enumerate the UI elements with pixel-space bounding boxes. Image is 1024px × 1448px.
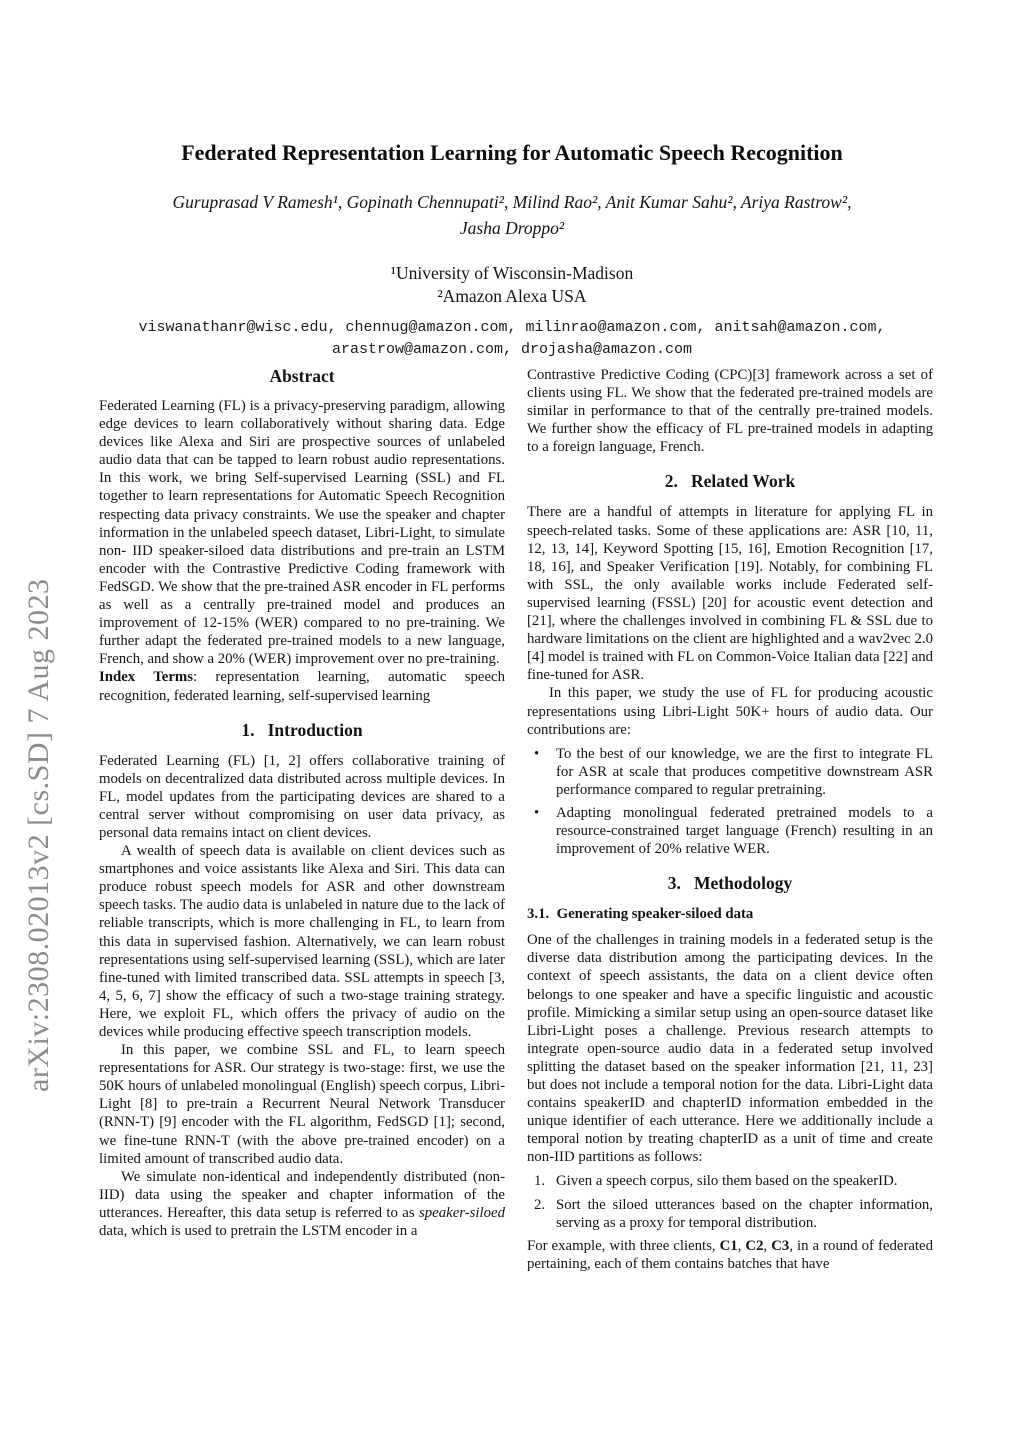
contribution-item-2 [527, 804, 933, 858]
paper-header [0, 140, 1024, 361]
contribution-item-2-text: Adapting monolingual federated pretrained models to a resource-constrained target language (French) resulting in an improvement of 20% relative WER. [556, 804, 933, 858]
affiliation-2: ²Amazon Alexa USA [437, 286, 587, 306]
bullet-icon: • [534, 804, 540, 821]
arxiv-watermark: arXiv:2308.02013v2 [cs.SD] 7 Aug 2023 [22, 578, 55, 1092]
siloing-step-2 [527, 1196, 933, 1232]
bullet-icon: • [534, 745, 540, 762]
authors-line-1: Guruprasad V Ramesh¹, Gopinath Chennupati², Milind Rao², Anit Kumar Sahu², Ariya Rastrow², [172, 192, 852, 212]
intro-paragraph-3: In this paper, we combine SSL and FL, to learn speech representations for ASR. Our strategy is two-stage: first, we use the 50K hours of unlabeled monolingual (English) speech corpus, Libri-Light [8] to pre-train a Recurrent Neural Network Transducer (RNN-T) [9] encoder with the FL algorithm, FedSGD [1]; second, we fine-tune RNN-T (with the above pre-trained encoder) on a limited amount of transcribed audio data. [99, 1042, 505, 1167]
emails-line-2: arastrow@amazon.com, drojasha@amazon.com [331, 341, 693, 358]
related-work-paragraph-1: There are a handful of attempts in literature for applying FL in speech-related tasks. Some of these applications are: ASR [10, 11, 12, 13, 14], Keyword Spotting [15, 16], Emotion Recognition [17, 18, 16], and Speaker Verification [19]. Notably, for combining FL with SSL, the only available works include Federated self-supervised learning (FSSL) [20] for acoustic event detection and [21], where the challenges involved in combining FL & SSL due to hardware limitations on the client are highlighted and a wav2vec 2.0 [4] model is trained with FL on Common-Voice Italian data [22] and fine-tuned for ASR. [527, 504, 933, 684]
paper-title: Federated Representation Learning for Automatic Speech Recognition [181, 140, 843, 165]
emails-block [0, 317, 1024, 361]
methodology-subsection-heading: 3.1. Generating speaker-siloed data [527, 906, 754, 923]
siloing-step-2-text: Sort the siloed utterances based on the chapter information, serving as a proxy for temporal distribution. [556, 1196, 933, 1231]
intro-paragraph-1: Federated Learning (FL) [1, 2] offers collaborative training of models on decentralized data distributed across multiple devices. In FL, model updates from the participating devices are shared to a central server without compromising on user data privacy, as personal data remains intact on client devices. [99, 752, 505, 841]
related-work-heading: 2. Related Work [664, 471, 796, 492]
right-column [527, 366, 933, 1273]
siloing-step-1-text: Given a speech corpus, silo them based on the speakerID. [556, 1173, 898, 1190]
left-column [99, 366, 505, 1240]
affiliations-block [0, 262, 1024, 308]
abstract-heading: Abstract [269, 366, 335, 386]
related-work-paragraph-2: In this paper, we study the use of FL for producing acoustic representations using Libri-Light 50K+ hours of audio data. Our contributions are: [527, 685, 933, 738]
index-terms: Index Terms: representation learning, automatic speech recognition, federated learning, self-supervised learning [99, 669, 505, 704]
authors-line-2: Jasha Droppo² [459, 218, 565, 238]
abstract-text: Federated Learning (FL) is a privacy-preserving paradigm, allowing edge devices to learn collaboratively without sharing data. Edge devices like Alexa and Siri are prospective sources of unlabeled audio data that can be tapped to learn robust audio representations. In this work, we bring Self-supervised Learning (SSL) and FL together to learn representations for Automatic Speech Recognition respecting data privacy constraints. We use the speaker and chapter information in the unlabeled speech dataset, Libri-Light, to simulate non- IID speaker-siloed data distributions and pre-train an LSTM encoder with the Contrastive Predictive Coding framework with FedSGD. We show that the pre-trained ASR encoder in FL performs as well as a centrally pre-trained model and produces an improvement of 12-15% (WER) compared to no pre-training. We further adapt the federated pre-trained models to a new language, French, and show a 20% (WER) improvement over no pre-training. [99, 398, 505, 668]
contributions-list [527, 745, 933, 859]
methodology-paragraph-2: For example, with three clients, C1, C2, C3, in a round of federated pertaining, each of them contains batches that have [527, 1237, 934, 1272]
step-number-2: 2. [534, 1196, 546, 1213]
contribution-item-1-text: To the best of our knowledge, we are the first to integrate FL for ASR at scale that produces competitive downstream ASR performance compared to regular pretraining. [556, 745, 933, 798]
siloing-steps-list [527, 1172, 933, 1231]
step-number-1: 1. [534, 1173, 546, 1190]
methodology-heading: 3. Methodology [667, 873, 793, 894]
siloing-step-1 [527, 1172, 933, 1190]
affiliation-1: ¹University of Wisconsin-Madison [390, 263, 634, 283]
intro-paragraph-2: A wealth of speech data is available on client devices such as smartphones and voice assistants like Alexa and Siri. This data can produce robust speech models for ASR and other downstream speech tasks. The audio data is unlabeled in nature due to the lack of reliable transcripts, which is more challenging in FL, to learn from this data in supervised fashion. Alternatively, we can learn robust representations using self-supervised learning (SSL), which are later fine-tuned with limited transcribed data. SSL attempts in speech [3, 4, 5, 6, 7] show the efficacy of such a two-stage training strategy. Here, we exploit FL, which offers the privacy of audio on the devices while producing effective speech transcription models. [99, 843, 505, 1040]
intro-paragraph-4: We simulate non-identical and independently distributed (non-IID) data using the speaker and chapter information of the utterances. Hereafter, this data setup is referred to as speaker-siloed data, which is used to pretrain the LSTM encoder in a [99, 1168, 505, 1240]
methodology-paragraph-1: One of the challenges in training models in a federated setup is the diverse data distribution among the participating devices. In the context of speech assistants, the data on a client device often belongs to one speaker and have a specific linguistic and acoustic profile. Mimicking a similar setup using an open-source dataset like Libri-Light poses a challenge. Previous research attempts to integrate open-source audio data in a federated setup involved splitting the dataset based on the speaker information [21, 11, 23] but does not include a temporal notion for the data. Libri-Light data contains speakerID and chapterID information embedded in the unique identifier of each utterance. Here we additionally include a temporal notion by treating chapterID as a unit of time and create non-IID partitions as follows: [527, 932, 933, 1166]
introduction-heading: 1. Introduction [241, 719, 363, 740]
intro-paragraph-5-continued: Contrastive Predictive Coding (CPC)[3] framework across a set of clients using FL. We show that the federated pre-trained models are similar in performance to that of the centrally pre-trained models. We further show the efficacy of FL pre-trained models in adapting to a foreign language, French. [527, 367, 933, 456]
emails-line-1: viswanathanr@wisc.edu, chennug@amazon.com, milinrao@amazon.com, anitsah@amazon.com, [138, 319, 886, 336]
authors-block [0, 189, 1024, 241]
contribution-item-1 [527, 745, 933, 799]
